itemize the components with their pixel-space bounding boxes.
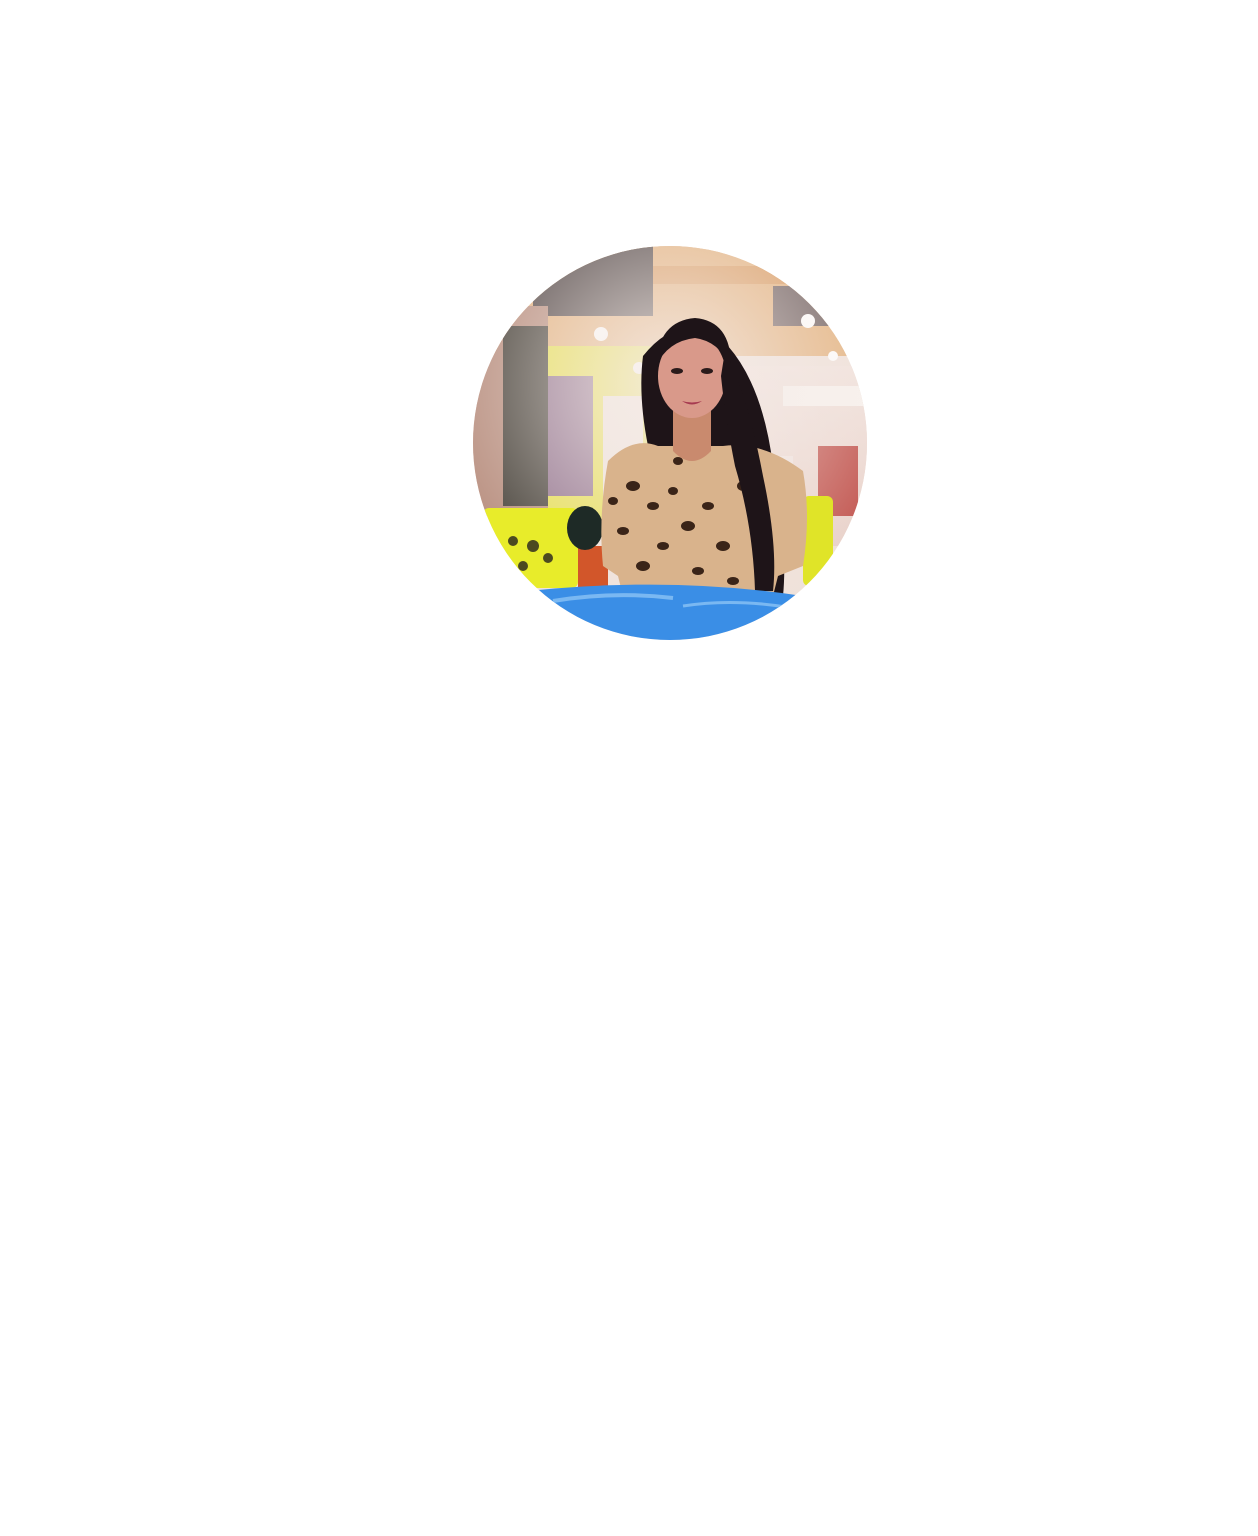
profile-photo-icon xyxy=(473,246,867,640)
profile-avatar[interactable] xyxy=(473,246,867,640)
